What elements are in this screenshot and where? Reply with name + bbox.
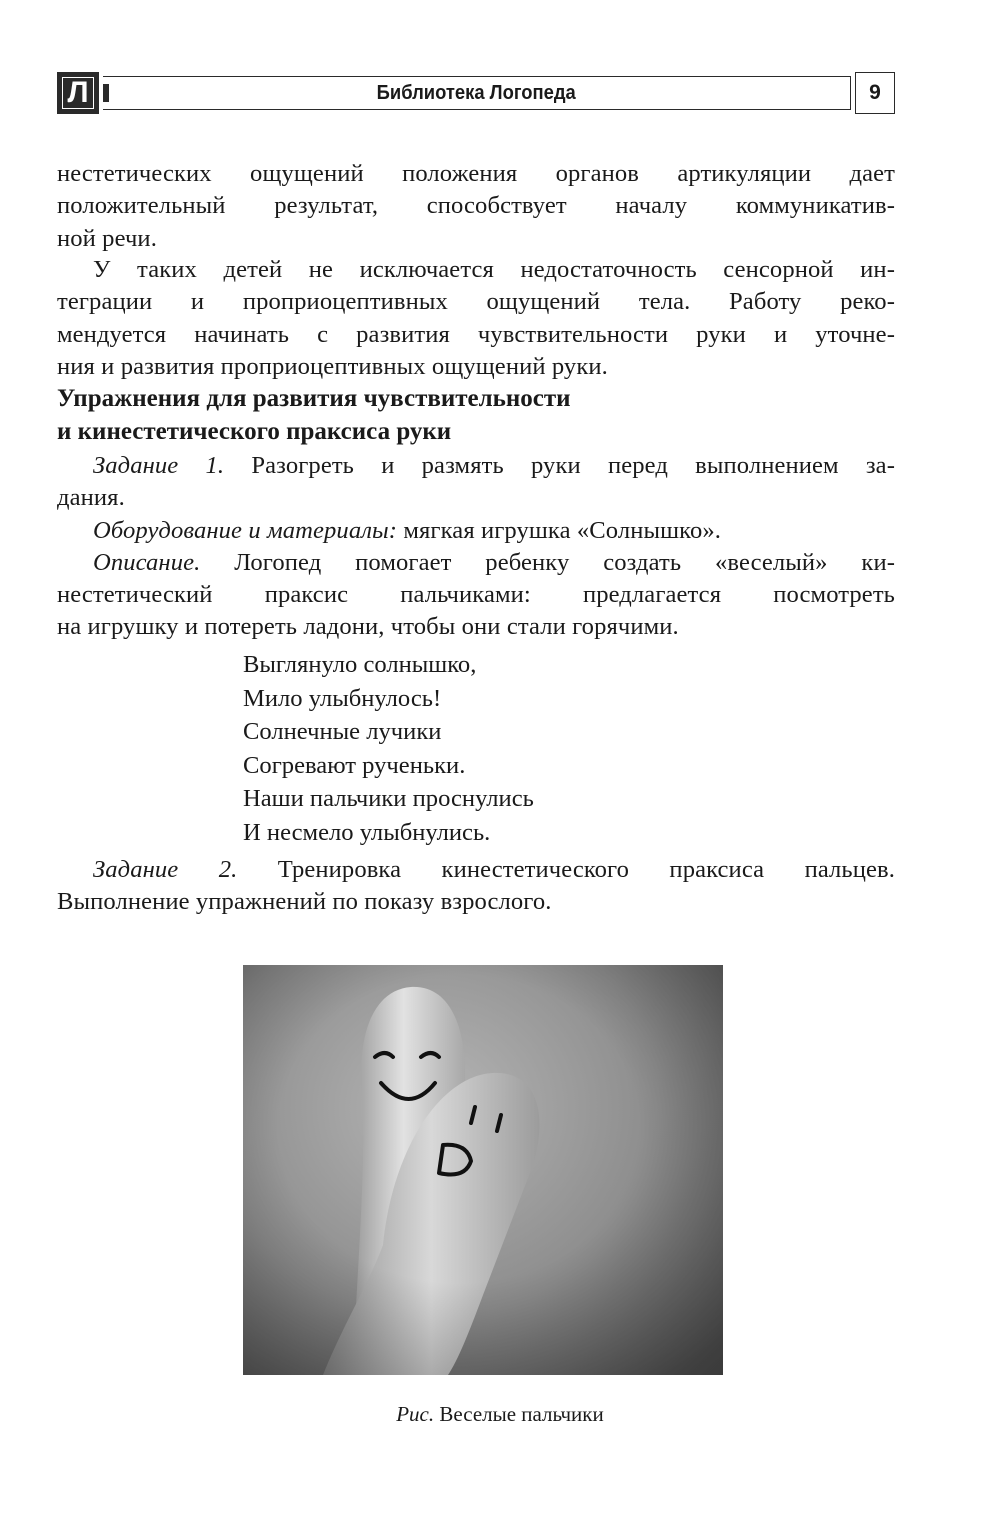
task-1-line: Задание 1. Разогреть и размять руки перед выполнением за- bbox=[93, 452, 895, 479]
description-line: нестетический праксис пальчиками: предлагается посмотреть bbox=[57, 581, 895, 609]
library-logo bbox=[57, 72, 99, 114]
task-2-line: Задание 2. Тренировка кинестетического праксиса пальцев. bbox=[93, 856, 895, 883]
text-line: мендуется начинать с развития чувствительности руки и уточне- bbox=[57, 320, 895, 348]
description-line: Описание. Логопед помогает ребенку создать «веселый» ки- bbox=[93, 548, 895, 576]
text-line: нестетических ощущений положения органов артикуляции дает bbox=[57, 160, 895, 187]
section-heading-line: Упражнения для развития чувствительности bbox=[57, 385, 571, 412]
task-1 bbox=[57, 450, 895, 644]
text-line: ния и развития проприоцептивных ощущений руки. bbox=[57, 352, 608, 380]
poem-line: Наши пальчики проснулись bbox=[243, 785, 534, 812]
text-line: ной речи. bbox=[57, 224, 157, 252]
task-2-line: Выполнение упражнений по показу взрослого. bbox=[57, 888, 552, 916]
smiling-fingers-illustration bbox=[243, 965, 723, 1375]
equipment-label: Оборудование и материалы: bbox=[93, 516, 398, 544]
text-line: положительный результат, способствует началу коммуникатив- bbox=[57, 192, 895, 220]
poem bbox=[243, 648, 534, 849]
task-2 bbox=[57, 854, 895, 919]
task-2-label: Задание 2. bbox=[93, 856, 238, 883]
section-heading-line: и кинестетического праксиса руки bbox=[57, 418, 452, 445]
figure-caption bbox=[0, 1400, 1000, 1428]
text-line: теграции и проприоцептивных ощущений тела. Работу реко- bbox=[57, 288, 895, 316]
poem-line: Согревают рученьки. bbox=[243, 751, 466, 779]
poem-line: Выглянуло солнышко, bbox=[243, 651, 477, 678]
description-label: Описание. bbox=[93, 548, 201, 576]
equipment-line: Оборудование и материалы: мягкая игрушка «Солнышко». bbox=[93, 516, 721, 544]
caption-label: Рис. bbox=[396, 1402, 435, 1426]
header-title-bar bbox=[103, 76, 851, 110]
poem-line: Мило улыбнулось! bbox=[243, 684, 442, 712]
running-header bbox=[57, 72, 895, 114]
page-number: 9 bbox=[855, 72, 895, 114]
poem-line: И несмело улыбнулись. bbox=[243, 818, 491, 846]
task-1-label: Задание 1. bbox=[93, 452, 225, 479]
poem-line: Солнечные лучики bbox=[243, 718, 442, 745]
header-title: Библиотека Логопеда bbox=[376, 81, 577, 104]
figure-happy-fingers bbox=[243, 965, 723, 1375]
description-line: на игрушку и потереть ладони, чтобы они стали горячими. bbox=[57, 613, 679, 641]
section-heading bbox=[57, 382, 895, 448]
logo-letter: Л bbox=[62, 77, 94, 109]
paragraph-continuation bbox=[57, 158, 895, 255]
text-line: У таких детей не исключается недостаточность сенсорной ин- bbox=[93, 256, 895, 283]
caption-text: Веселые пальчики bbox=[434, 1402, 604, 1426]
paragraph-sensory bbox=[57, 254, 895, 383]
task-1-line: дания. bbox=[57, 484, 125, 512]
